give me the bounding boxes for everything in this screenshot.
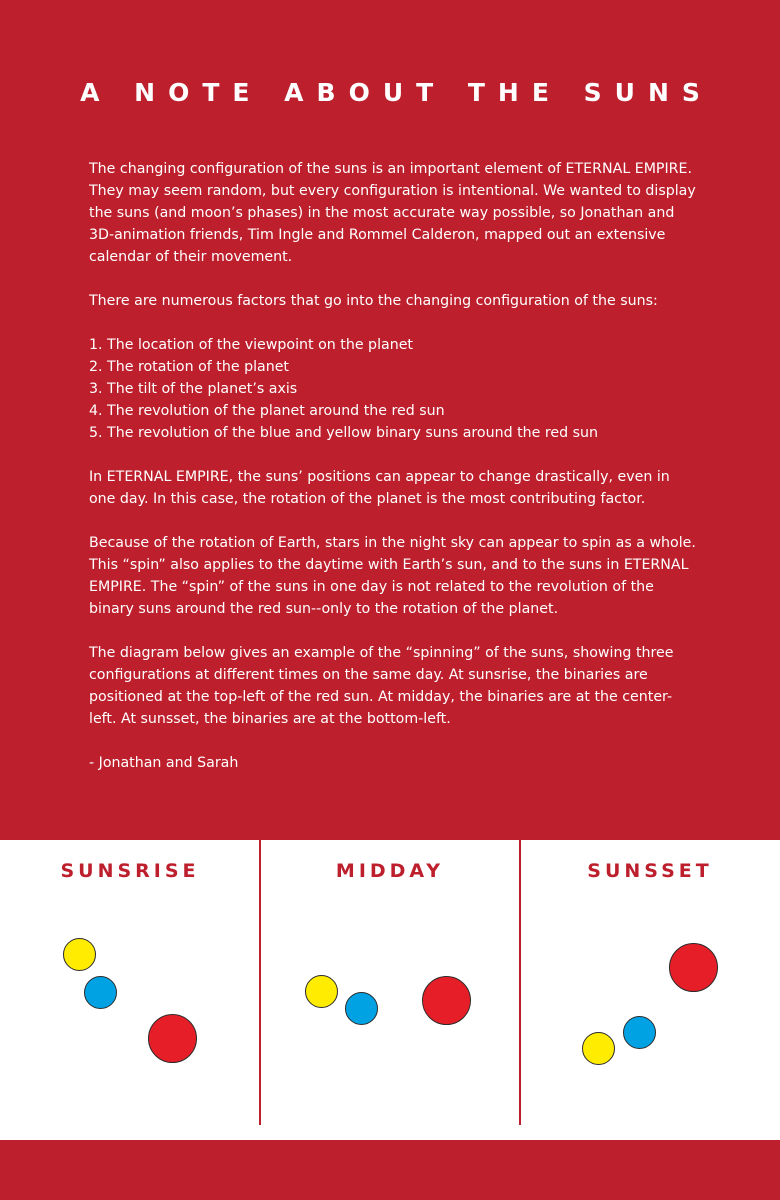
paragraph: The diagram below gives an example of the “spinning” of the suns, showing three configurations at different times on the same day. At sunsrise, the binaries are positioned at the top-left of the red sun. At midday, the binaries are at the center-left. At sunsset, the binaries are at the bottom-left. xyxy=(89,645,674,727)
list-item: 4. The revolution of the planet around the red sun xyxy=(89,403,445,419)
blue-sun xyxy=(84,976,117,1009)
suns-diagram xyxy=(0,840,780,1140)
paragraph: Because of the rotation of Earth, stars in the night sky can appear to spin as a whole. This “spin” also applies to the daytime with Earth’s sun, and to the suns in ETERNAL EMPIRE. The “spin” of the suns in one day is not related to the revolution of the binary suns around the red sun--only to the rotation of the planet. xyxy=(89,535,696,617)
body-text xyxy=(89,158,699,796)
paragraph: In ETERNAL EMPIRE, the suns’ positions can appear to change drastically, even in one day. In this case, the rotation of the planet is the most contributing factor. xyxy=(89,469,670,507)
diagram-panel-midday xyxy=(260,840,520,1140)
list-item: 1. The location of the viewpoint on the planet xyxy=(89,337,413,353)
page-title: A NOTE ABOUT THE SUNS xyxy=(80,78,713,107)
blue-sun xyxy=(345,992,378,1025)
bottom-band xyxy=(0,1140,780,1200)
diagram-panel-sunsrise xyxy=(0,840,260,1140)
yellow-sun xyxy=(305,975,338,1008)
factors-list xyxy=(89,334,699,444)
red-sun xyxy=(148,1014,197,1063)
paragraph: There are numerous factors that go into the changing configuration of the suns: xyxy=(89,293,658,309)
list-item: 2. The rotation of the planet xyxy=(89,359,289,375)
yellow-sun xyxy=(63,938,96,971)
red-sun xyxy=(669,943,718,992)
list-item: 3. The tilt of the planet’s axis xyxy=(89,381,298,397)
signature: - Jonathan and Sarah xyxy=(89,755,239,771)
yellow-sun xyxy=(582,1032,615,1065)
diagram-panel-sunsset xyxy=(520,840,780,1140)
panel-title: SUNSSET xyxy=(587,860,713,882)
blue-sun xyxy=(623,1016,656,1049)
panel-title: SUNSRISE xyxy=(60,860,200,882)
paragraph: The changing configuration of the suns is an important element of ETERNAL EMPIRE. They may seem random, but every configuration is intentional. We wanted to display the suns (and moon’s phases) in the most accurate way possible, so Jonathan and 3D-animation friends, Tim Ingle and Rommel Calderon, mapped out an extensive calendar of their movement. xyxy=(89,161,696,265)
red-sun xyxy=(422,976,471,1025)
list-item: 5. The revolution of the blue and yellow binary suns around the red sun xyxy=(89,425,599,441)
panel-title: MIDDAY xyxy=(335,860,445,882)
